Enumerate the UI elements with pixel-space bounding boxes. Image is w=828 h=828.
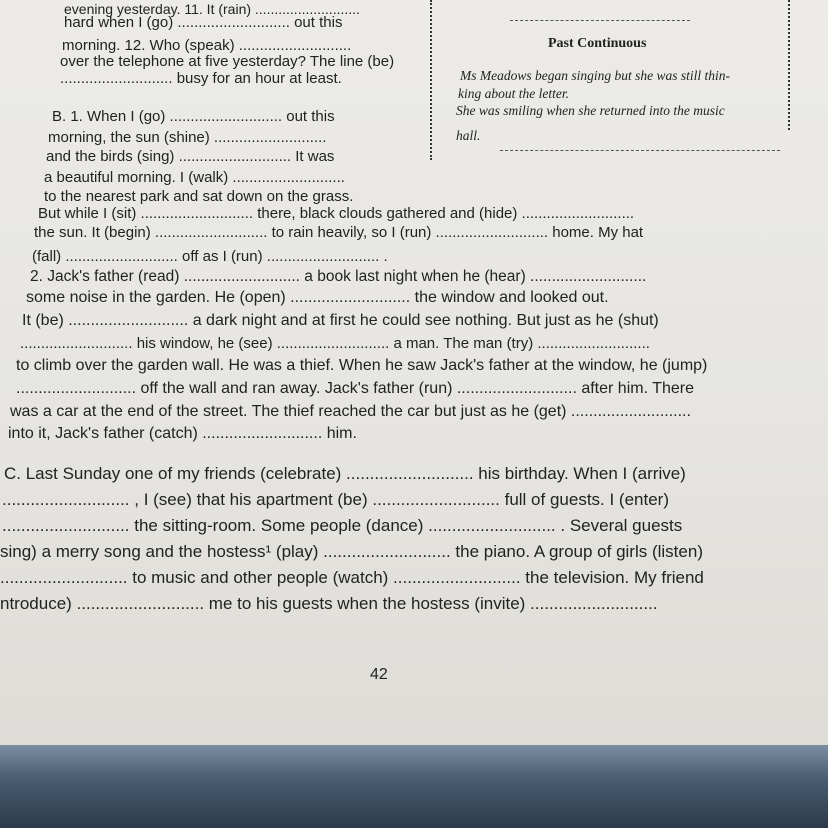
side-box-divider-right	[788, 0, 792, 130]
left-line-7: morning, the sun (shine) ...........................	[48, 129, 327, 146]
section-c-line-4: sing) a merry song and the hostess¹ (play) ........................... the piano. A group of girls (listen)	[0, 542, 703, 561]
example-1-line-2: king about the letter.	[458, 86, 569, 101]
left-line-6: B. 1. When I (go) ........................... out this	[52, 108, 335, 125]
side-box-top-line	[510, 20, 690, 21]
section-c-line-6: ntroduce) ........................... me to his guests when the hostess (invite) ...........................	[0, 594, 658, 613]
body-line-8: ........................... his window, he (see) ........................... a man. The man (try) ...........................	[20, 335, 650, 352]
body-line-3: the sun. It (begin) ........................... to rain heavily, so I (run) ........................... home. My hat	[34, 224, 644, 241]
left-line-5: ........................... busy for an hour at least.	[60, 70, 342, 87]
left-line-3: morning. 12. Who (speak) ...........................	[62, 37, 352, 54]
example-2-line-2: hall.	[456, 128, 481, 143]
section-c-line-2: ........................... , I (see) that his apartment (be) ........................... full of guests. I (enter)	[2, 490, 670, 509]
body-line-12: into it, Jack's father (catch) ........................... him.	[8, 425, 357, 442]
left-line-9: a beautiful morning. I (walk) ...........................	[44, 169, 345, 186]
page-number: 42	[370, 666, 388, 683]
body-line-1: to the nearest park and sat down on the grass.	[44, 188, 354, 205]
example-2-line-1: She was smiling when she returned into the music	[456, 103, 725, 118]
side-box-divider-left	[430, 0, 434, 160]
section-c-line-3: ........................... the sitting-room. Some people (dance) ........................... . Several guests	[2, 516, 683, 535]
body-line-4: (fall) ........................... off as I (run) ........................... .	[32, 248, 388, 265]
section-c-line-1: C. Last Sunday one of my friends (celebrate) ........................... his birthday. When I (arrive)	[4, 464, 686, 483]
body-line-6: some noise in the garden. He (open) ........................... the window and looked out.	[26, 289, 609, 306]
body-line-2: But while I (sit) ........................... there, black clouds gathered and (hide) ...........................	[38, 205, 635, 222]
body-line-9: to climb over the garden wall. He was a thief. When he saw Jack's father at the window, he (jump)	[16, 357, 708, 374]
body-line-10: ........................... off the wall and ran away. Jack's father (run) ........................... after him. There	[16, 380, 694, 397]
body-line-7: It (be) ........................... a dark night and at first he could see nothing. But just as he (shut)	[22, 312, 659, 329]
left-line-8: and the birds (sing) ........................... It was	[46, 148, 335, 165]
left-line-1: evening yesterday. 11. It (rain) ...........................	[64, 1, 360, 17]
side-box-title: Past Continuous	[548, 36, 647, 51]
side-box-bottom-line	[500, 150, 780, 151]
background-surface	[0, 745, 828, 828]
left-line-2: hard when I (go) ........................... out this	[64, 14, 343, 31]
section-c-line-5: ........................... to music and other people (watch) ........................... the television. My friend	[0, 568, 704, 587]
body-line-11: was a car at the end of the street. The thief reached the car but just as he (get) ...........................	[10, 403, 691, 420]
left-line-4: over the telephone at five yesterday? The line (be)	[60, 53, 395, 70]
example-1-line-1: Ms Meadows began singing but she was still thin-	[460, 68, 730, 83]
body-line-5: 2. Jack's father (read) ........................... a book last night when he (hear) ...........................	[30, 268, 647, 285]
